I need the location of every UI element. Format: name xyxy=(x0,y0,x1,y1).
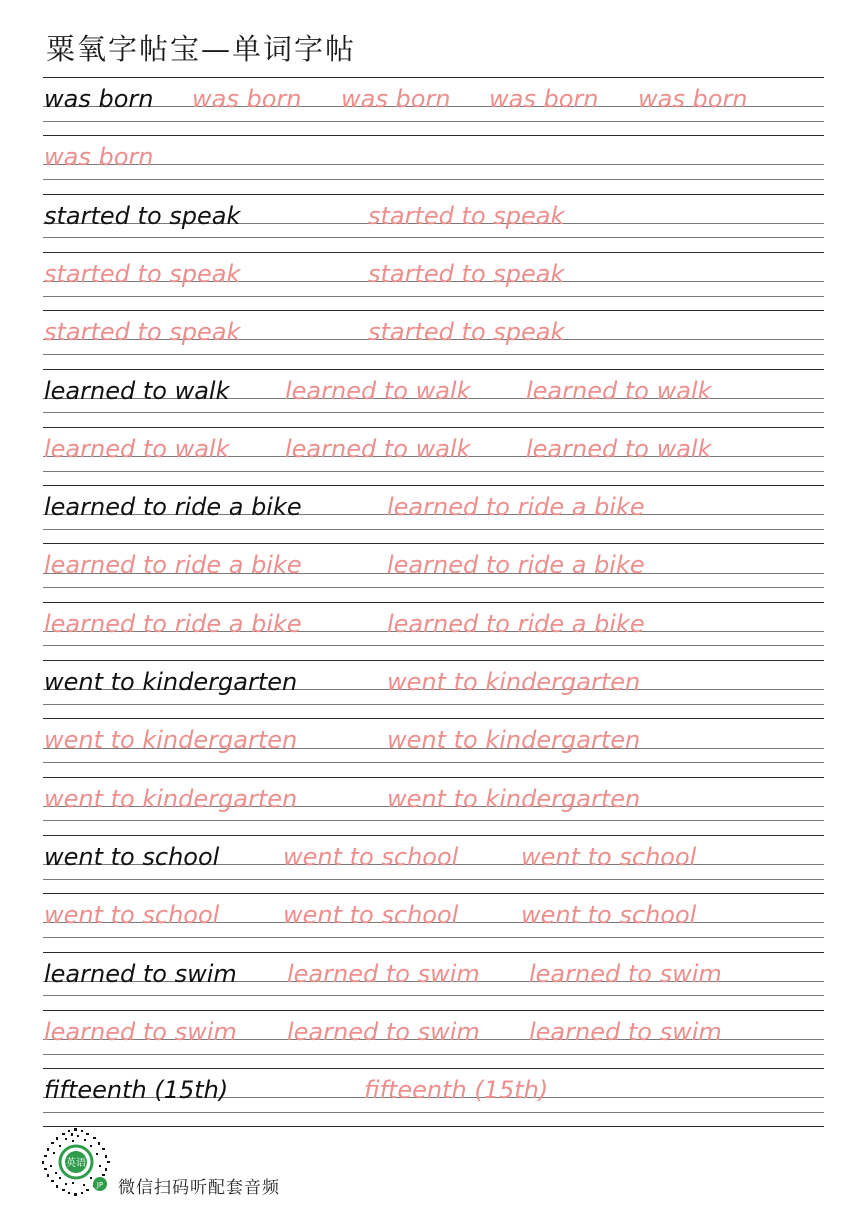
qr-code[interactable] xyxy=(41,1127,111,1197)
trace-word: was born xyxy=(341,85,451,113)
trace-word: learned to ride a bike xyxy=(387,493,645,522)
row-rule xyxy=(43,1068,824,1069)
guide-line xyxy=(43,1054,824,1055)
trace-word: learned to walk xyxy=(285,434,471,463)
trace-word: learned to swim xyxy=(287,1017,480,1046)
qr-corner-badge: JP xyxy=(96,1181,104,1189)
model-word: learned to ride a bike xyxy=(44,493,302,522)
row-rule xyxy=(43,310,824,311)
trace-word: was born xyxy=(44,143,154,172)
row-rule xyxy=(43,135,824,136)
model-word: was born xyxy=(44,85,154,113)
row-rule xyxy=(43,602,824,603)
row-rule xyxy=(43,77,824,78)
trace-word: started to speak xyxy=(44,318,241,347)
trace-word: went to school xyxy=(283,901,459,930)
trace-word: went to kindergarten xyxy=(387,668,641,696)
row-rule xyxy=(43,718,824,719)
trace-word: started to speak xyxy=(368,259,565,288)
row-rule xyxy=(43,194,824,195)
trace-word: learned to ride a bike xyxy=(44,609,302,638)
guide-line xyxy=(43,471,824,472)
trace-word: was born xyxy=(192,85,302,113)
guide-line xyxy=(43,704,824,705)
footer-caption: 微信扫码听配套音频 xyxy=(118,1178,280,1198)
row-rule xyxy=(43,1126,824,1127)
trace-word: started to speak xyxy=(44,259,241,288)
guide-line xyxy=(43,645,824,646)
guide-line xyxy=(43,879,824,880)
trace-word: learned to ride a bike xyxy=(44,551,302,580)
guide-line xyxy=(43,762,824,763)
guide-line xyxy=(43,354,824,355)
trace-word: went to school xyxy=(44,901,220,930)
model-word: learned to swim xyxy=(44,959,237,988)
trace-word: learned to walk xyxy=(526,376,712,405)
row-rule xyxy=(43,660,824,661)
guide-line xyxy=(43,179,824,180)
guide-line xyxy=(43,937,824,938)
trace-word: started to speak xyxy=(368,201,565,230)
trace-word: learned to walk xyxy=(285,376,471,405)
guide-line xyxy=(43,529,824,530)
qr-badge-label: 英语 xyxy=(66,1158,86,1169)
row-rule xyxy=(43,952,824,953)
row-rule xyxy=(43,777,824,778)
trace-word: learned to walk xyxy=(526,434,712,463)
page-title: 粟氧字帖宝—单词字帖 xyxy=(46,32,357,66)
trace-word: learned to swim xyxy=(529,959,722,988)
guide-line xyxy=(43,587,824,588)
trace-word: learned to swim xyxy=(287,959,480,988)
model-word: went to kindergarten xyxy=(44,668,298,696)
model-word: started to speak xyxy=(44,201,241,230)
trace-word: was born xyxy=(638,85,748,113)
row-rule xyxy=(43,369,824,370)
model-word: fifteenth (15th) xyxy=(44,1076,229,1105)
guide-line xyxy=(43,820,824,821)
trace-word: learned to walk xyxy=(44,434,230,463)
trace-word: learned to swim xyxy=(44,1017,237,1046)
guide-line xyxy=(43,1112,824,1113)
trace-word: learned to swim xyxy=(529,1017,722,1046)
row-rule xyxy=(43,485,824,486)
guide-line xyxy=(43,995,824,996)
guide-line xyxy=(43,121,824,122)
trace-word: started to speak xyxy=(368,318,565,347)
trace-word: went to kindergarten xyxy=(44,784,298,813)
guide-line xyxy=(43,237,824,238)
trace-word: went to kindergarten xyxy=(387,784,641,813)
row-rule xyxy=(43,543,824,544)
trace-word: went to kindergarten xyxy=(44,726,298,755)
trace-word: went to school xyxy=(283,842,459,871)
trace-word: learned to ride a bike xyxy=(387,551,645,580)
row-rule xyxy=(43,835,824,836)
model-word: learned to walk xyxy=(44,376,230,405)
trace-word: learned to ride a bike xyxy=(387,609,645,638)
row-rule xyxy=(43,252,824,253)
row-rule xyxy=(43,893,824,894)
guide-line xyxy=(43,164,824,165)
trace-word: went to kindergarten xyxy=(387,726,641,755)
trace-word: went to school xyxy=(521,901,697,930)
guide-line xyxy=(43,412,824,413)
trace-word: went to school xyxy=(521,842,697,871)
guide-line xyxy=(43,296,824,297)
row-rule xyxy=(43,1010,824,1011)
model-word: went to school xyxy=(44,842,220,871)
row-rule xyxy=(43,427,824,428)
trace-word: was born xyxy=(489,85,599,113)
trace-word: fifteenth (15th) xyxy=(364,1076,549,1105)
